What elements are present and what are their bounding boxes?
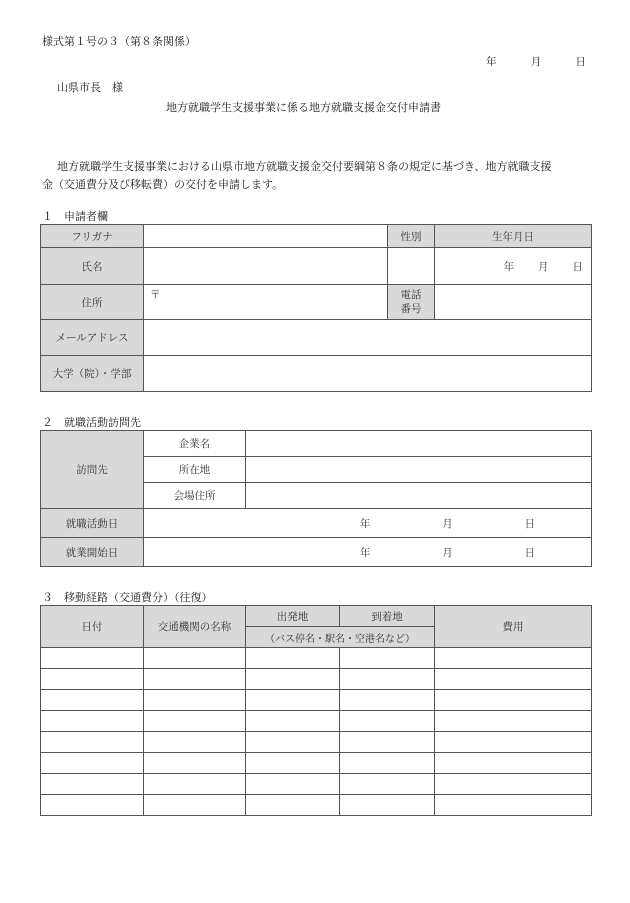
venue-label: 会場住所 [144, 483, 246, 509]
address-label: 住所 [41, 285, 144, 320]
route-arrival-cell[interactable] [340, 732, 435, 753]
route-arrival-cell[interactable] [340, 774, 435, 795]
university-field[interactable] [144, 356, 592, 392]
email-label: メールアドレス [41, 320, 144, 356]
route-arrival-cell[interactable] [340, 669, 435, 690]
birth-month-unit: 月 [538, 260, 549, 273]
route-cost-cell[interactable] [435, 795, 592, 816]
activity-date-label: 就職活動日 [41, 509, 144, 538]
addressee: 山県市長 様 [57, 81, 123, 94]
section2-heading: ２ 就職活動訪問先 [42, 416, 141, 429]
route-cost-cell[interactable] [435, 690, 592, 711]
email-field[interactable] [144, 320, 592, 356]
university-label: 大学（院）・学部 [41, 356, 144, 392]
route-arrival-cell[interactable] [340, 648, 435, 669]
name-label: 氏名 [41, 248, 144, 285]
route-departure-cell[interactable] [246, 711, 340, 732]
route-departure-cell[interactable] [246, 690, 340, 711]
route-departure-cell[interactable] [246, 753, 340, 774]
route-date-cell[interactable] [41, 648, 144, 669]
gender-field[interactable] [388, 248, 435, 285]
route-place-note: （バス停名・駅名・空港名など） [246, 627, 435, 648]
route-date-cell[interactable] [41, 774, 144, 795]
table-row [41, 648, 592, 669]
activity-date-field[interactable] [144, 509, 592, 538]
start-date-field[interactable] [144, 538, 592, 567]
section3-heading: ３ 移動経路（交通費分）（往復） [42, 591, 213, 604]
route-departure-cell[interactable] [246, 648, 340, 669]
visit-table [40, 430, 592, 567]
route-transport-cell[interactable] [144, 753, 246, 774]
date-month-label: 月 [530, 56, 542, 68]
birthdate-label: 生年月日 [435, 225, 592, 248]
intro-line-2: 金（交通費分及び移転費）の交付を申請します。 [42, 178, 284, 191]
route-departure-cell[interactable] [246, 669, 340, 690]
date-day-label: 日 [575, 56, 586, 68]
name-field[interactable] [144, 248, 388, 285]
route-cost-cell[interactable] [435, 732, 592, 753]
location-label: 所在地 [144, 457, 246, 483]
route-transport-cell[interactable] [144, 711, 246, 732]
route-date-cell[interactable] [41, 711, 144, 732]
phone-label-line2: 番号 [400, 303, 422, 315]
activity-month-unit: 月 [442, 517, 453, 530]
route-transport-cell[interactable] [144, 795, 246, 816]
birth-day-unit: 日 [572, 260, 583, 273]
route-departure-header: 出発地 [246, 606, 340, 627]
start-year-unit: 年 [359, 546, 371, 559]
route-transport-cell[interactable] [144, 690, 246, 711]
route-arrival-header: 到着地 [340, 606, 435, 627]
start-day-unit: 日 [524, 546, 536, 559]
route-table [40, 605, 592, 816]
route-arrival-cell[interactable] [340, 753, 435, 774]
route-cost-cell[interactable] [435, 774, 592, 795]
table-row [41, 711, 592, 732]
address-field[interactable] [144, 285, 388, 320]
route-departure-cell[interactable] [246, 795, 340, 816]
form-title: 地方就職学生支援事業に係る地方就職支援金交付申請書 [166, 101, 441, 114]
table-row [41, 732, 592, 753]
route-arrival-cell[interactable] [340, 711, 435, 732]
route-transport-cell[interactable] [144, 669, 246, 690]
route-transport-cell[interactable] [144, 774, 246, 795]
route-departure-cell[interactable] [246, 774, 340, 795]
postal-mark: 〒 [150, 289, 161, 301]
table-row [41, 669, 592, 690]
furigana-field[interactable] [144, 225, 388, 248]
route-date-cell[interactable] [41, 795, 144, 816]
start-date-label: 就業開始日 [41, 538, 144, 567]
table-row [41, 774, 592, 795]
table-row [41, 753, 592, 774]
company-field[interactable] [246, 431, 592, 457]
venue-field[interactable] [246, 483, 592, 509]
route-date-cell[interactable] [41, 732, 144, 753]
route-departure-cell[interactable] [246, 732, 340, 753]
route-date-cell[interactable] [41, 690, 144, 711]
date-line [486, 54, 586, 69]
route-cost-cell[interactable] [435, 669, 592, 690]
furigana-label: フリガナ [41, 225, 144, 248]
table-row [41, 795, 592, 816]
table-row [41, 690, 592, 711]
date-year-label: 年 [486, 56, 497, 68]
location-field[interactable] [246, 457, 592, 483]
route-date-cell[interactable] [41, 669, 144, 690]
intro-line-1: 地方就職学生支援事業における山県市地方就職支援金交付要綱第８条の規定に基づき、地方就職支援 [57, 160, 552, 173]
phone-label-line1: 電話 [400, 289, 422, 301]
birth-year-unit: 年 [503, 260, 514, 273]
route-transport-header: 交通機関の名称 [144, 606, 246, 648]
route-date-cell[interactable] [41, 753, 144, 774]
phone-field[interactable] [435, 285, 592, 320]
route-date-header: 日付 [41, 606, 144, 648]
route-arrival-cell[interactable] [340, 795, 435, 816]
birthdate-field[interactable] [435, 248, 592, 285]
company-label: 企業名 [144, 431, 246, 457]
gender-label: 性別 [388, 225, 435, 248]
form-number: 様式第１号の３（第８条関係） [42, 35, 196, 48]
route-cost-header: 費用 [435, 606, 592, 648]
route-transport-cell[interactable] [144, 732, 246, 753]
phone-label [388, 285, 435, 320]
route-cost-cell[interactable] [435, 648, 592, 669]
activity-day-unit: 日 [524, 517, 536, 530]
visit-label: 訪問先 [41, 431, 144, 509]
applicant-table [40, 224, 592, 392]
route-cost-cell[interactable] [435, 711, 592, 732]
route-arrival-cell[interactable] [340, 690, 435, 711]
route-cost-cell[interactable] [435, 753, 592, 774]
route-transport-cell[interactable] [144, 648, 246, 669]
activity-year-unit: 年 [359, 517, 371, 530]
start-month-unit: 月 [442, 546, 453, 559]
section1-heading: １ 申請者欄 [42, 210, 108, 223]
